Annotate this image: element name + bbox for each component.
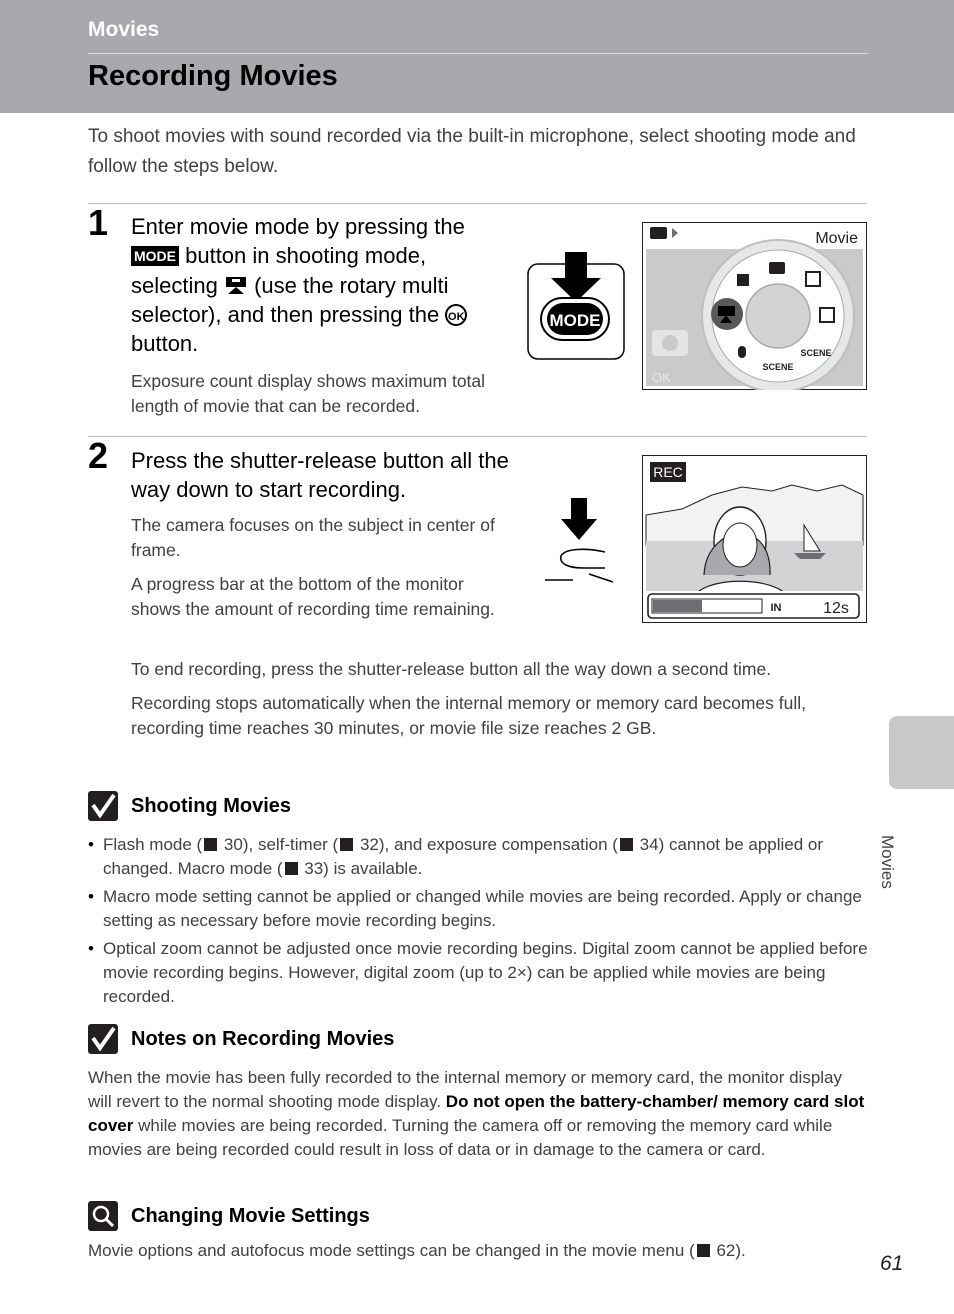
note-recording-text: When the movie has been fully recorded to the internal memory or memory card, the monitor display will revert to the normal shooting mode display. Do not open the battery-chamber/ memory card slot cover while movies are being recorded. Turning the camera off or removing the memory card while movies are being recorded could result in loss of data or in damage to the camera or card. — [88, 1068, 865, 1159]
movie-camera-icon — [224, 275, 248, 295]
step2-note-focus: The camera focuses on the subject in center of frame. — [131, 515, 495, 560]
step1-line3a: selecting — [131, 272, 224, 298]
page-ref-icon — [204, 838, 217, 851]
header-divider — [88, 53, 868, 54]
screen-ok-hint: OK — [652, 370, 671, 385]
mode-button-label: MODE — [549, 311, 601, 330]
camera-icon — [650, 227, 667, 239]
step2-full-notes — [131, 657, 871, 750]
step2-number: 2 — [88, 435, 109, 476]
page-ref-icon — [697, 1244, 710, 1257]
page-header — [0, 0, 954, 113]
step2-note-end: To end recording, press the shutter-release button all the way down a second time. — [131, 659, 772, 679]
step1-instruction — [131, 212, 511, 358]
note-shooting-movies — [88, 791, 868, 1013]
note-shooting-title: Shooting Movies — [131, 795, 291, 817]
recording-progress-bar — [653, 600, 702, 612]
intro-text: To shoot movies with sound recorded via the built-in microphone, select shooting mode and follow the steps below. — [88, 126, 856, 177]
step1-note: Exposure count display shows maximum total length of movie that can be recorded. — [131, 371, 486, 416]
page-ref-icon — [340, 838, 353, 851]
ok-button-glyph: OK — [445, 304, 467, 326]
shooting-bullet-2: • Macro mode setting cannot be applied or changed while movies are being recorded. Apply or change setting as necessary before movie recording begins. — [88, 885, 868, 933]
note-settings-text: Movie options and autofocus mode settings can be changed in the movie menu ( 62). — [88, 1241, 746, 1260]
page-title: Recording Movies — [88, 60, 338, 92]
chapter-tab-label: Movies — [878, 835, 897, 889]
note-movie-settings — [88, 1201, 868, 1263]
chapter-tab — [889, 716, 954, 789]
mode-button-glyph: MODE — [131, 246, 179, 266]
scene-label: SCENE — [800, 348, 832, 358]
step1-line2: button in shooting mode, — [179, 243, 427, 269]
shooting-bullet-3: • Optical zoom cannot be adjusted once movie recording begins. Digital zoom cannot be applied before movie recording begins. However, digital zoom (up to 2×) can be applied while movies are being recorded. — [88, 937, 868, 1009]
caution-check-icon — [88, 1024, 118, 1054]
remaining-time: 12s — [823, 600, 849, 617]
auto-mode-icon — [769, 262, 785, 274]
scene-auto-label: SCENE — [762, 362, 794, 372]
step1-line1: Enter movie mode by pressing the — [131, 214, 465, 239]
rec-indicator: REC — [653, 464, 683, 480]
page-ref-icon — [285, 862, 298, 875]
step2-note-progress: A progress bar at the bottom of the monitor shows the amount of recording time remaining. — [131, 574, 495, 619]
movie-mode-selector-screen — [642, 222, 867, 390]
step2-note-stop: Recording stops automatically when the internal memory or memory card becomes full, recording time reaches 30 minutes, or movie file size reaches 2 GB. — [131, 693, 807, 738]
mode-button-illustration — [527, 252, 627, 362]
page-ref-icon — [620, 838, 633, 851]
caution-check-icon — [88, 791, 118, 821]
shooting-bullet-1: • Flash mode ( 30), self-timer ( 32), and exposure compensation ( 34) cannot be applied or changed. Macro mode ( 33) is available. — [88, 833, 868, 881]
internal-memory-indicator: IN — [770, 602, 782, 614]
voice-icon — [738, 346, 746, 358]
step2-notes — [131, 513, 511, 631]
tip-icon — [88, 1201, 118, 1231]
recording-screen — [642, 455, 867, 623]
step1-line4: selector), and then pressing the — [131, 301, 446, 327]
step2-divider — [88, 436, 866, 437]
note-recording-title: Notes on Recording Movies — [131, 1028, 395, 1050]
screen-mode-label: Movie — [815, 230, 858, 247]
step1-divider — [88, 203, 866, 204]
step1-number: 1 — [88, 202, 109, 243]
shutter-press-illustration — [543, 498, 615, 586]
section-title: Movies — [88, 18, 160, 41]
step2-instruction: Press the shutter-release button all the way down to start recording. — [131, 448, 509, 503]
step1-line5: button. — [131, 331, 199, 357]
setup-icon — [737, 274, 749, 286]
page-number: 61 — [880, 1252, 904, 1275]
step1-line3b: (use the rotary multi — [247, 272, 449, 298]
note-settings-title: Changing Movie Settings — [131, 1205, 370, 1227]
note-recording-movies — [88, 1024, 868, 1162]
